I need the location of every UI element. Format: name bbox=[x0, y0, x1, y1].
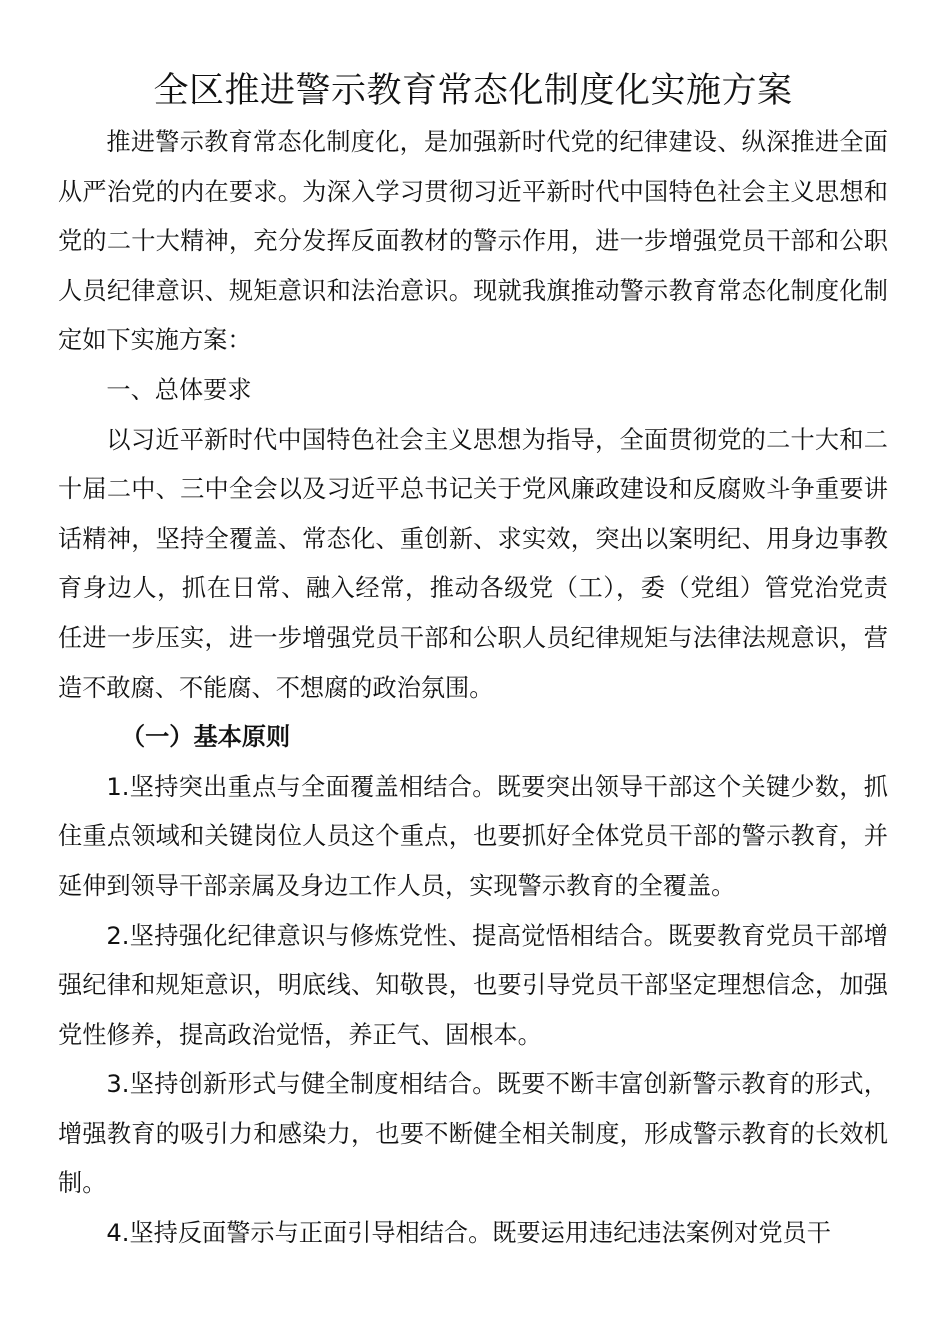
document-title: 全区推进警示教育常态化制度化实施方案 bbox=[153, 71, 793, 111]
intro-paragraph: 推进警示教育常态化制度化，是加强新时代党的纪律建设、纵深推进全面从严治党的内在要求。为深入学习贯彻习近平新时代中国特色社会主义思想和党的二十大精神，充分发挥反面教材的警示作用，进一步增强党员干部和公职人员纪律意识、规矩意识和法治意识。现就我旗推动警示教育常态化制度化制定如下实施方案： bbox=[58, 128, 888, 355]
principle-item-1: 1.坚持突出重点与全面覆盖相结合。既要突出领导干部这个关键少数，抓住重点领域和关键岗位人员这个重点，也要抓好全体党员干部的警示教育，并延伸到领导干部亲属及身边工作人员，实现警示教育的全覆盖。 bbox=[58, 772, 888, 900]
subsection-heading-basic-principles: （一）基本原则 bbox=[120, 723, 291, 752]
section-body-overall-requirements: 以习近平新时代中国特色社会主义思想为指导，全面贯彻党的二十大和二十届二中、三中全会以及习近平总书记关于党风廉政建设和反腐败斗争重要讲话精神，坚持全覆盖、常态化、重创新、求实效，突出以案明纪、用身边事教育身边人，抓在日常、融入经常，推动各级党（工），委（党组）管党治党责任进一步压实，进一步增强党员干部和公职人员纪律规矩与法律法规意识，营造不敢腐、不能腐、不想腐的政治氛围。 bbox=[58, 425, 888, 702]
document-page bbox=[58, 64, 888, 1259]
principle-item-4: 4.坚持反面警示与正面引导相结合。既要运用违纪违法案例对党员干 bbox=[106, 1219, 831, 1248]
section-heading-overall-requirements: 一、总体要求 bbox=[106, 375, 252, 404]
principle-item-3: 3.坚持创新形式与健全制度相结合。既要不断丰富创新警示教育的形式，增强教育的吸引力和感染力，也要不断健全相关制度，形成警示教育的长效机制。 bbox=[58, 1070, 888, 1198]
principle-item-2: 2.坚持强化纪律意识与修炼党性、提高觉悟相结合。既要教育党员干部增强纪律和规矩意识，明底线、知敬畏，也要引导党员干部坚定理想信念，加强党性修养，提高政治觉悟，养正气、固根本。 bbox=[58, 921, 888, 1049]
